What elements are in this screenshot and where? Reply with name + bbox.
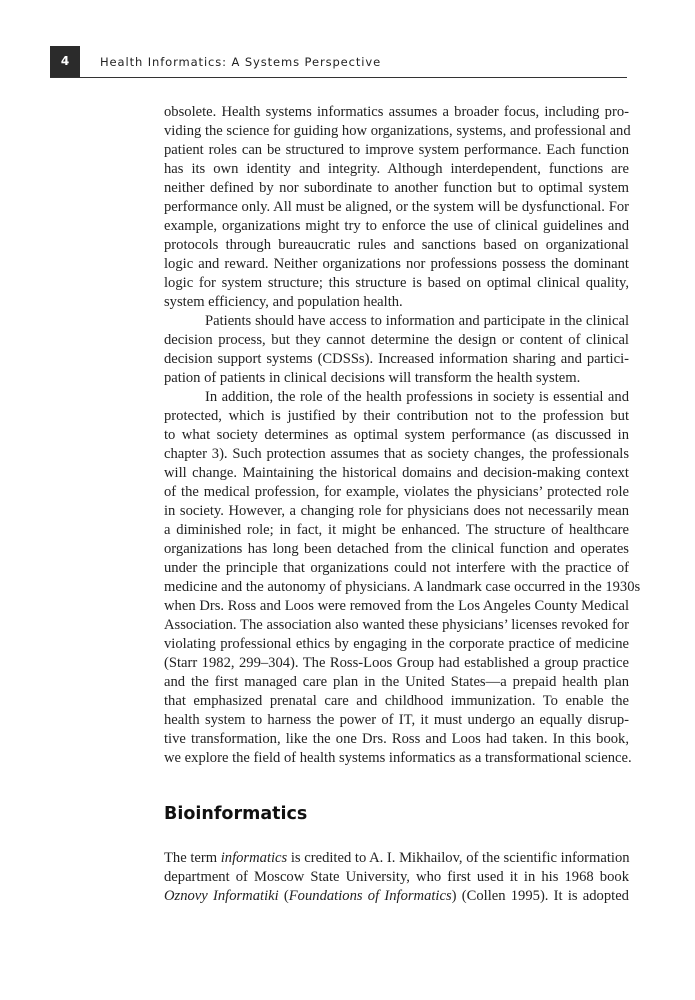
text-line: protected, which is justified by their contribution not to the profession but — [164, 408, 629, 424]
text-line: tive transformation, like the one Drs. Ross and Loos had taken. In this book, — [164, 731, 629, 747]
text-line — [164, 887, 629, 906]
text-run: ( — [278, 888, 289, 904]
text-line: system efficiency, and population health. — [164, 294, 403, 310]
text-line: In addition, the role of the health professions in society is essential and — [205, 389, 629, 405]
text-line: logic for system structure; this structure is based on optimal clinical quality, — [164, 275, 629, 291]
text-line: performance only. All must be aligned, or the system will be dysfunctional. For — [164, 199, 629, 215]
text-line: decision support systems (CDSSs). Increased information sharing and partici- — [164, 351, 629, 367]
text-line: example, organizations might try to enforce the use of clinical guidelines and — [164, 218, 629, 234]
text-line: decision process, but they cannot determine the design or content of clinical — [164, 332, 629, 348]
text-line: medicine and the autonomy of physicians. A landmark case occurred in the 1930s — [164, 579, 641, 595]
paragraph — [164, 388, 641, 768]
text-line: of the medical profession, for example, violates the physicians’ protected role — [164, 484, 629, 500]
text-line: obsolete. Health systems informatics assumes a broader focus, including pro- — [164, 104, 629, 120]
text-line: health system to harness the power of IT, it must undergo an equally disrup- — [164, 712, 629, 728]
text-line: violating professional ethics by engaging in the corporate practice of medicine — [164, 636, 629, 652]
text-line: pation of patients in clinical decisions will transform the health system. — [164, 370, 581, 386]
text-line: logic and reward. Neither organizations nor professions possess the dominant — [164, 256, 629, 272]
text-line: protocols through bureaucratic rules and sanctions based on organizational — [164, 237, 629, 253]
text-line: will change. Maintaining the historical domains and decision-making context — [164, 465, 629, 481]
text-line: under the principle that organizations could not interfere with the practice of — [164, 560, 629, 576]
page-header — [50, 46, 627, 78]
text-line: (Starr 1982, 299–304). The Ross-Loos Group had established a group practice — [164, 655, 629, 671]
paragraph — [164, 849, 629, 906]
text-line — [164, 849, 629, 868]
text-line: and the first managed care plan in the United States—a prepaid health plan — [164, 674, 629, 690]
text-line: to what society determines as optimal system performance (as discussed in — [164, 427, 629, 443]
paragraph — [164, 312, 629, 388]
text-line: viding the science for guiding how organizations, systems, and professional and — [164, 123, 631, 139]
italic-term: informatics — [220, 850, 288, 866]
text-line: that emphasized prenatal care and childhood immunization. To enable the — [164, 693, 629, 709]
paragraph — [164, 103, 629, 312]
text-line: we explore the field of health systems informatics as a transformational science. — [164, 750, 632, 766]
body-text — [164, 103, 641, 906]
section-heading: Bioinformatics — [164, 804, 308, 824]
text-line: patient roles can be structured to improve system performance. Each function — [164, 142, 629, 158]
text-line: department of Moscow State University, who first used it in his 1968 book — [164, 869, 629, 885]
running-head: Health Informatics: A Systems Perspective — [100, 55, 382, 69]
text-line: Patients should have access to information and participate in the clinical — [205, 313, 629, 329]
text-line: has its own identity and integrity. Although interdependent, functions are — [164, 161, 629, 177]
text-line: neither defined by nor subordinate to another function but to optimal system — [164, 180, 629, 196]
text-line: organizations has long been detached from the clinical function and operates — [164, 541, 629, 557]
text-line: in society. However, a changing role for physicians does not necessarily mean — [164, 503, 629, 519]
italic-title: Foundations of Informatics — [288, 888, 452, 904]
text-run: is credited to A. I. Mikhailov, of the scientific information — [287, 850, 630, 866]
text-line: a diminished role; in fact, it might be enhanced. The structure of healthcare — [164, 522, 629, 538]
italic-title: Oznovy Informatiki — [164, 888, 279, 904]
text-line: Association. The association also wanted these physicians’ licenses revoked for — [164, 617, 629, 633]
text-line: chapter 3). Such protection assumes that as society changes, the professionals — [164, 446, 629, 462]
text-line: when Drs. Ross and Loos were removed from the Los Angeles County Medical — [164, 598, 629, 614]
page-number: 4 — [50, 46, 80, 77]
text-run: ) (Collen 1995). It is adopted — [451, 888, 629, 904]
text-run: The term — [164, 850, 221, 866]
